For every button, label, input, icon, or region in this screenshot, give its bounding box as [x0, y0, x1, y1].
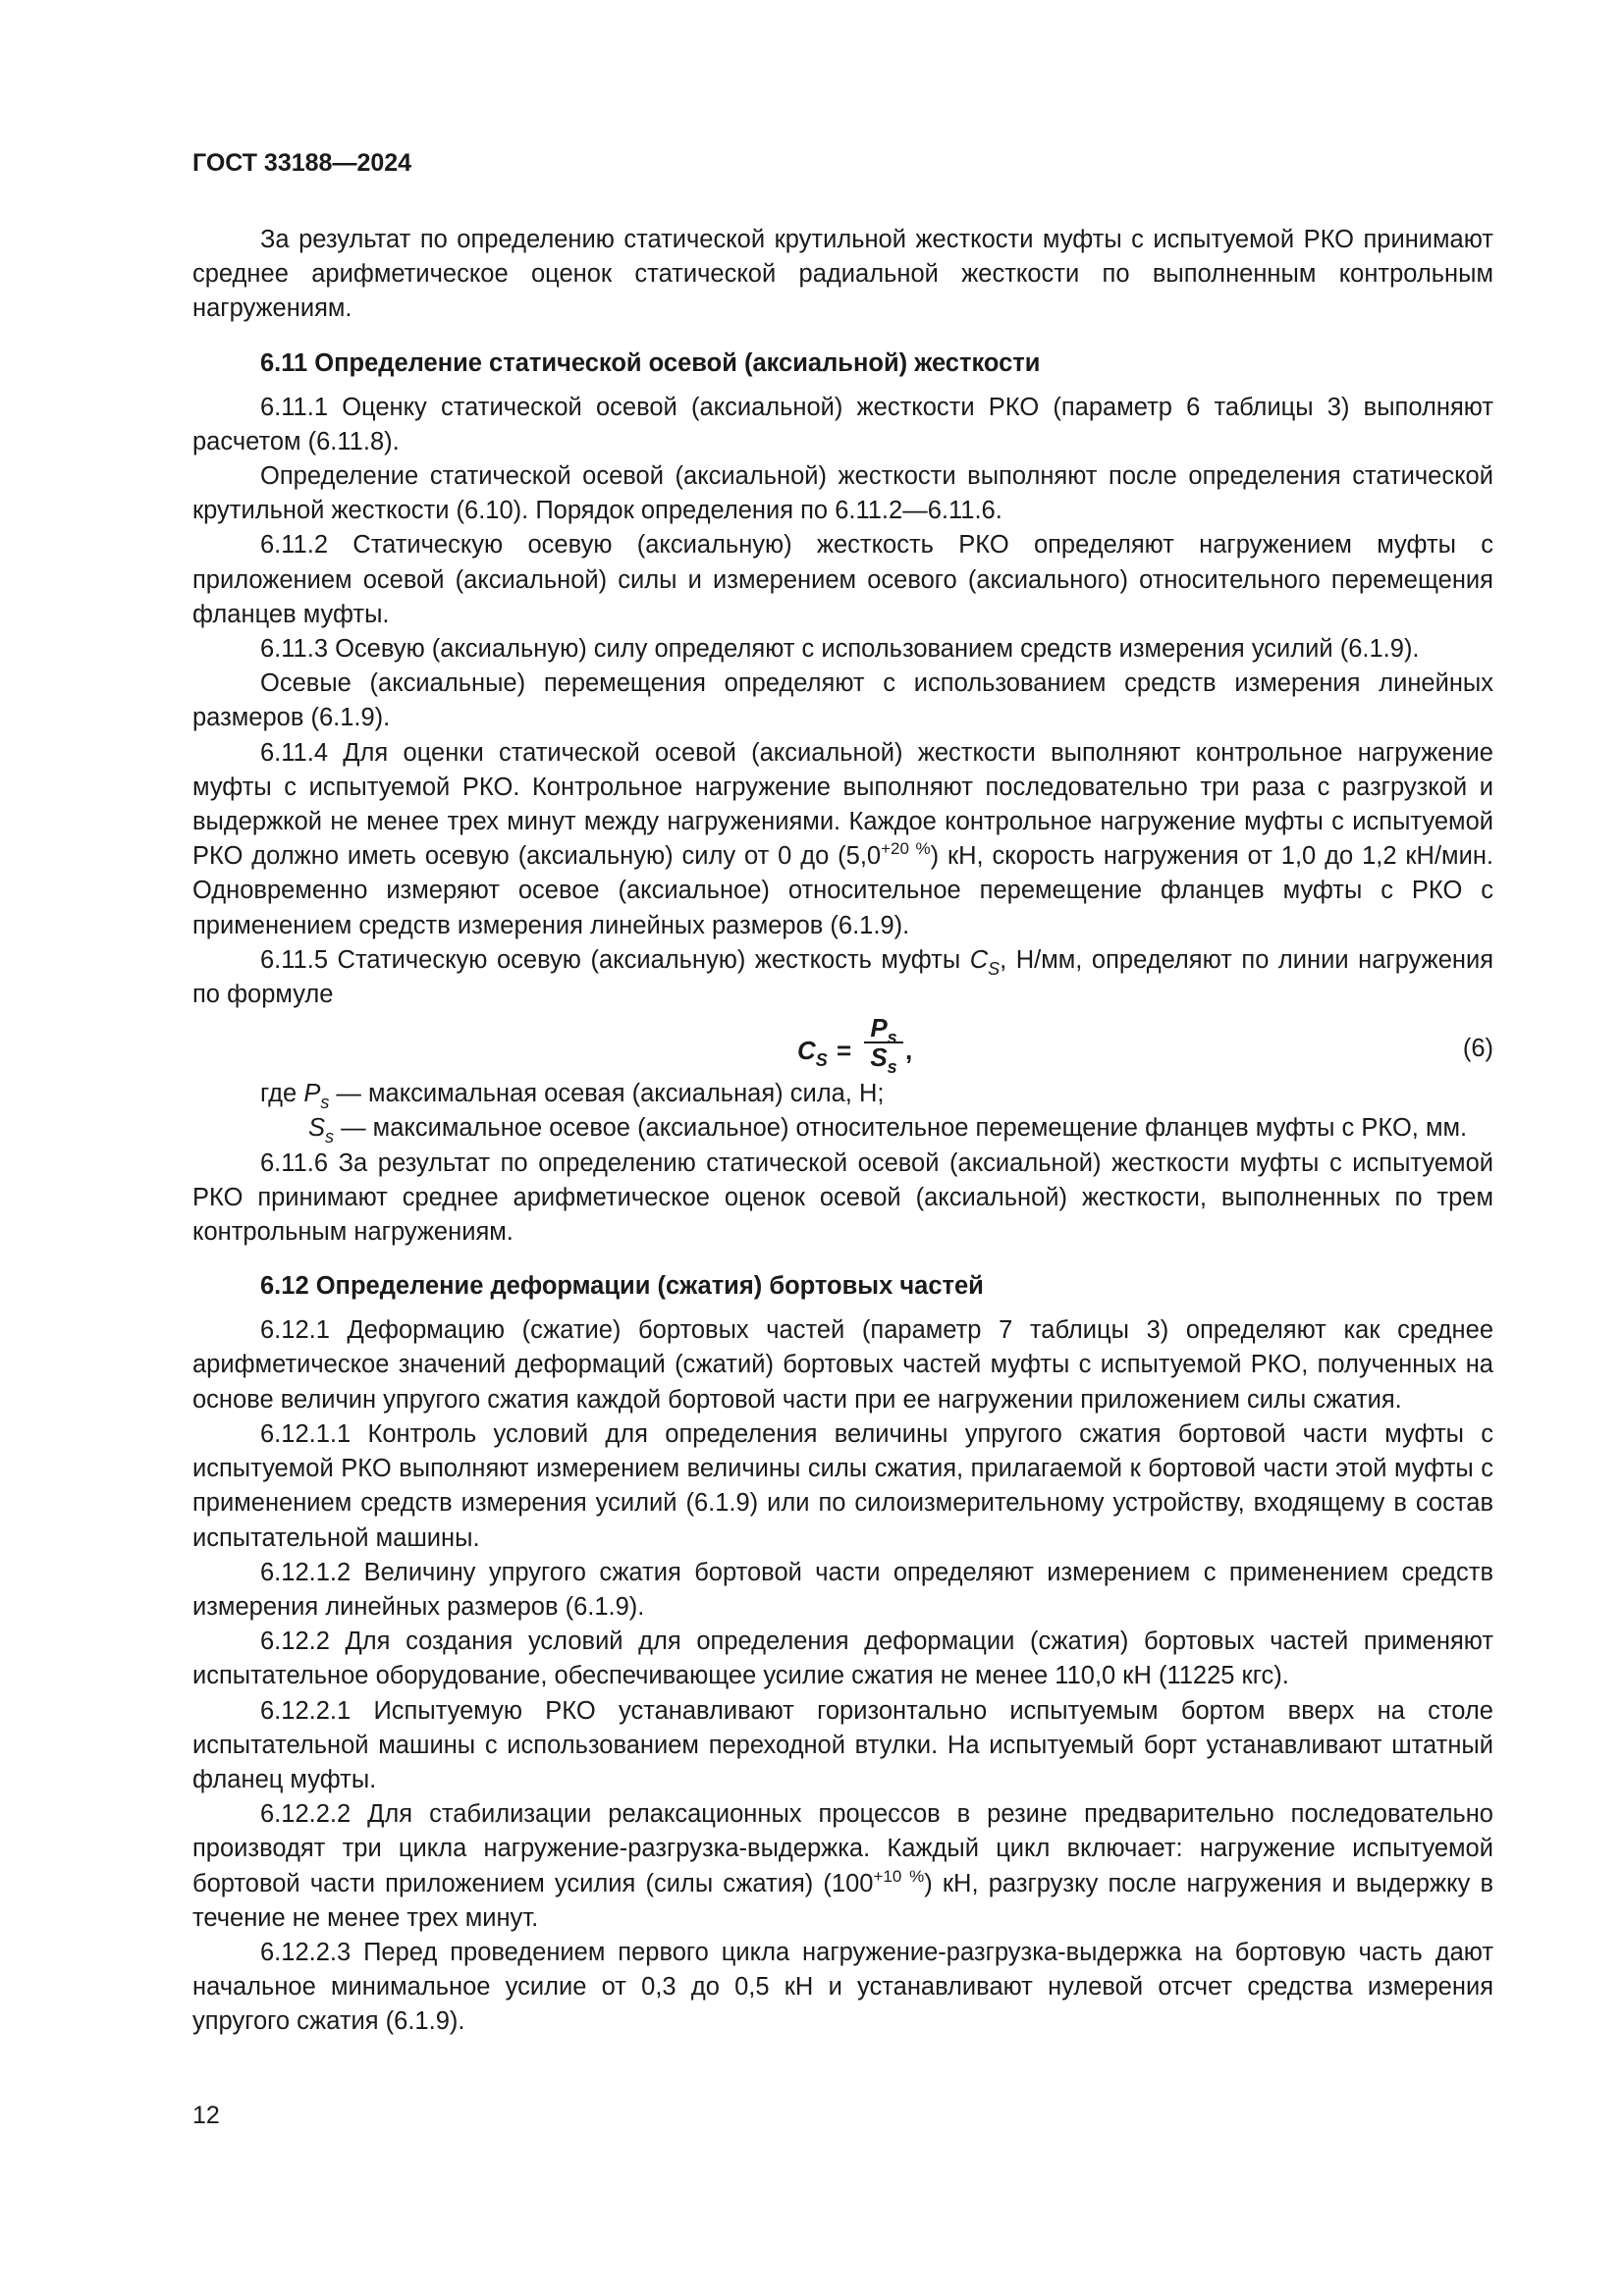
formula-numerator: $P_s$: [864, 1014, 903, 1043]
paragraph-6-12-2-1: 6.12.2.1 Испытуемую РКО устанавливают горизонтально испытуемым бортом вверх на столе испытательной машины с использованием переходной втулки. На испытуемый борт устанавливают штатный фланец муфты.: [192, 1696, 1493, 1793]
symbol-ps: $P_s$: [303, 1080, 330, 1113]
paragraph-6-12-2: 6.12.2 Для создания условий для определения деформации (сжатия) бортовых частей применяют испытательное оборудование, обеспечивающее усилие сжатия не менее 110,0 кН (11225 кгс).: [192, 1628, 1493, 1690]
formula-comma: ,: [905, 1036, 913, 1066]
paragraph-6-11-1-b: Определение статической осевой (аксиальной) жесткости выполняют после определения статической крутильной жесткости (6.10). Порядок определения по 6.11.2—6.11.6.: [192, 462, 1493, 525]
formula-equals: =: [837, 1036, 852, 1066]
paragraph-6-11-6: 6.11.6 За результат по определению статической осевой (аксиальной) жесткости муфты с испытуемой РКО принимают среднее арифметическое оценок осевой (аксиальной) жесткости, выполненных по трем контрольным нагружениям.: [192, 1148, 1493, 1247]
text-run: 6.12.2.2 Для стабилизации релаксационных процессов в резине предварительно последовательно производят три цикла нагружение-разгрузка-выдержка. Каждый цикл включает: нагружение испытуемой бортовой части приложением усилия (силы сжатия) (100: [192, 1800, 1493, 1897]
formula-6: [192, 1012, 1493, 1077]
paragraph-6-11-3-b: Осевые (аксиальные) перемещения определяют с использованием средств измерения линейных размеров (6.1.9).: [192, 669, 1493, 732]
paragraph-6-12-1: 6.12.1 Деформацию (сжатие) бортовых частей (параметр 7 таблицы 3) определяют как среднее арифметическое значений деформаций (сжатий) бортовых частей муфты с испытуемой РКО, полученных на основе величин упругого сжатия каждой бортовой части при ее нагружении приложением силы сжатия.: [192, 1316, 1493, 1414]
page-number: 12: [192, 2102, 220, 2129]
text-run: ) кН, разгрузку после нагружения и выдержку в течение не менее трех минут.: [192, 1869, 1493, 1932]
definition-ps: где $P_s$ — максимальная осевая (аксиальная) сила, Н;: [260, 1080, 885, 1113]
symbol-ss: $S_s$: [308, 1114, 335, 1148]
heading-6-11: 6.11 Определение статической осевой (аксиальной) жесткости: [260, 348, 1041, 377]
formula-number: (6): [1462, 1035, 1493, 1063]
formula-fraction: [864, 1013, 903, 1078]
paragraph-6-12-1-2: 6.12.1.2 Величину упругого сжатия бортовой части определяют измерением с применением средств измерения линейных размеров (6.1.9).: [192, 1558, 1493, 1621]
text-run: 6.11.5 Статическую осевую (аксиальную) жесткость муфты: [260, 945, 970, 974]
page-body: [192, 223, 1493, 2040]
paragraph-6-11-5: [192, 943, 1493, 1012]
paragraph-6-11-3: 6.11.3 Осевую (аксиальную) силу определяют с использованием средств измерения усилий (6.1.9).: [260, 635, 1420, 664]
paragraph-intro: За результат по определению статической крутильной жесткости муфты с испытуемой РКО принимают среднее арифметическое оценок статической радиальной жесткости по выполненным контрольным нагружениям.: [192, 226, 1493, 323]
symbol-cs: $C_S$: [969, 945, 1001, 979]
document-header: ГОСТ 33188—2024: [192, 149, 412, 177]
tolerance-superscript: +10 %: [873, 1866, 925, 1886]
definition-ss: $S_s$ — максимальное осевое (аксиальное) относительное перемещение фланцев муфты с РКО, мм.: [308, 1114, 1468, 1148]
text-run: 6.11.4 Для оценки статической осевой (аксиальной) жесткости выполняют контрольное нагружение муфты с испытуемой РКО. Контрольное нагружение выполняют последовательно три раза с разгрузкой и выдержкой не менее трех минут между нагружениями. Каждое контрольное нагружение муфты с испытуемой РКО должно иметь осевую (аксиальную) силу от 0 до (5,0: [192, 738, 1493, 871]
paragraph-6-11-1: 6.11.1 Оценку статической осевой (аксиальной) жесткости РКО (параметр 6 таблицы 3) выполняют расчетом (6.11.8).: [192, 393, 1493, 455]
paragraph-6-12-2-3: 6.12.2.3 Перед проведением первого цикла нагружение-разгрузка-выдержка на бортовую часть дают начальное минимальное усилие от 0,3 до 0,5 кН и устанавливают нулевой отсчет средства измерения упругого сжатия (6.1.9).: [192, 1938, 1493, 2036]
heading-6-12: 6.12 Определение деформации (сжатия) бортовых частей: [260, 1272, 984, 1301]
paragraph-6-11-4: [192, 736, 1493, 943]
formula-lhs: $C_S$: [797, 1036, 828, 1071]
text-run: , Н/мм, определяют по линии нагружения по формуле: [192, 945, 1494, 1009]
paragraph-6-12-1-1: 6.12.1.1 Контроль условий для определения величины упругого сжатия бортовой части муфты с испытуемой РКО выполняют измерением величины силы сжатия, прилагаемой к бортовой части этой муфты с применением средств измерения усилий (6.1.9) или по силоизмерительному устройству, входящему в состав испытательной машины.: [192, 1419, 1493, 1552]
formula-denominator: $S_s$: [870, 1042, 897, 1078]
tolerance-superscript: +20 %: [881, 839, 931, 859]
text-run: ) кН, скорость нагружения от 1,0 до 1,2 кН/мин. Одновременно измеряют осевое (аксиальное) относительное перемещение фланцев муфты с РКО с применением средств измерения линейных размеров (6.1.9).: [192, 842, 1493, 939]
paragraph-6-11-2: 6.11.2 Статическую осевую (аксиальную) жесткость РКО определяют нагружением муфты с приложением осевой (аксиальной) силы и измерением осевого (аксиального) относительного перемещения фланцев муфты.: [192, 531, 1493, 628]
paragraph-6-12-2-2: [192, 1797, 1493, 1936]
